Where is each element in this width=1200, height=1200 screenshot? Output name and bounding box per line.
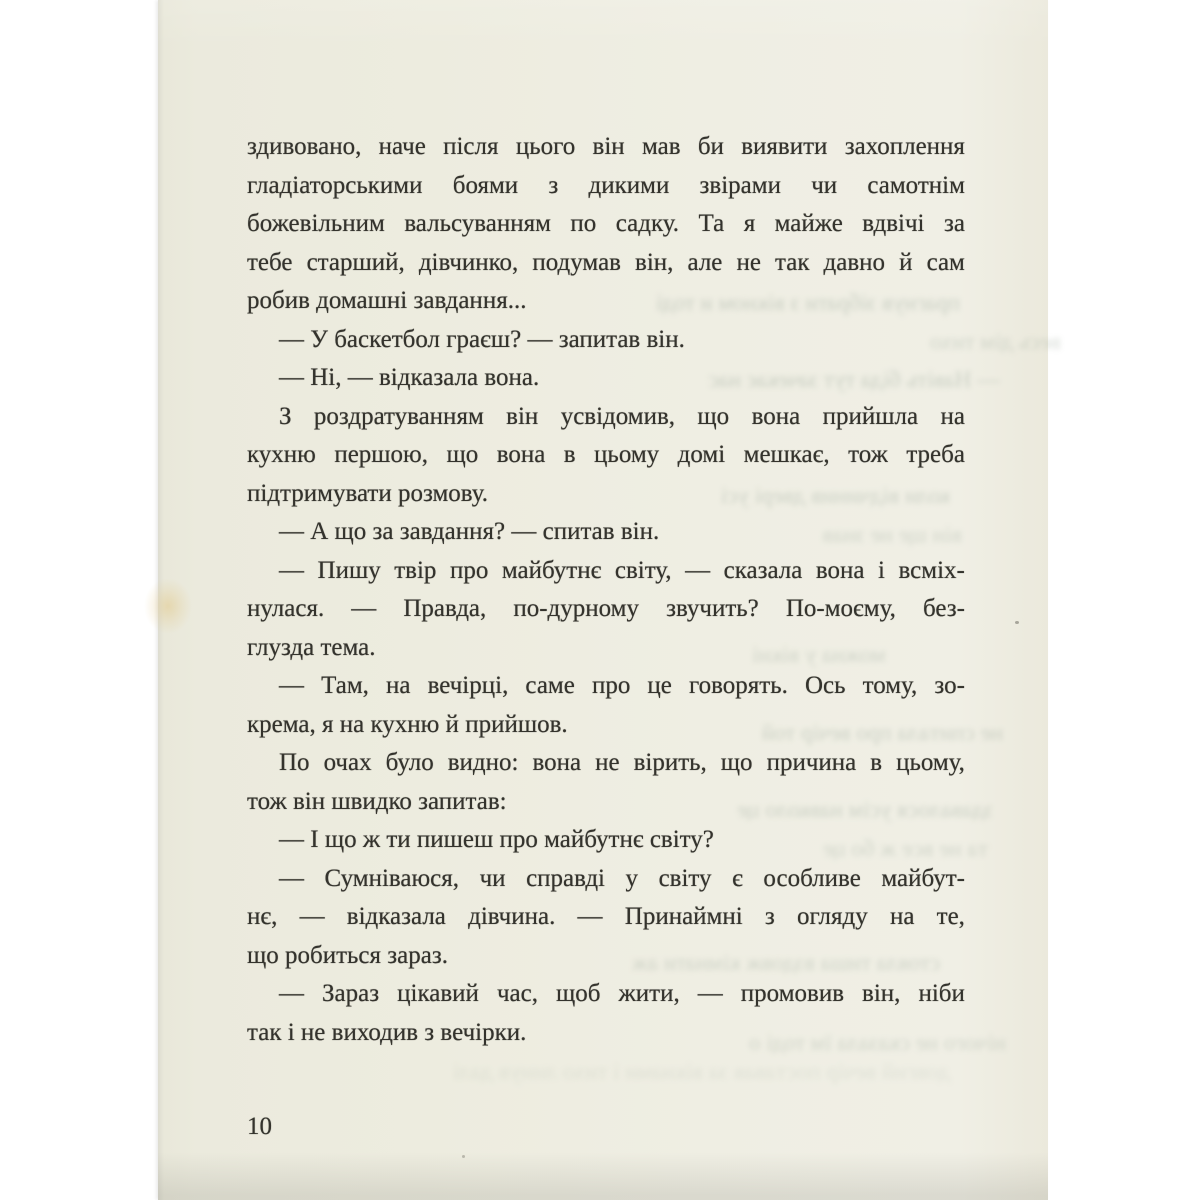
page-number: 10 (247, 1113, 272, 1140)
bleedthrough-text: не спитала про вечір той (761, 720, 1003, 745)
paragraph (247, 552, 965, 668)
paragraph (247, 744, 965, 821)
text-line: — Там, на вечірці, саме про це говорять. Ось тому, зо- (279, 672, 965, 699)
text-line: З роздратуванням він усвідомив, що вона прийшла на (279, 402, 965, 430)
text-line: тож він швидко запитав: (247, 787, 507, 815)
text-line: підтримувати розмову. (247, 479, 488, 507)
paragraph (247, 667, 965, 744)
text-line: крема, я на кухню й прийшов. (247, 710, 568, 738)
text-line: — Сумніваюся, чи справді у світу є особливе майбут- (279, 864, 965, 892)
bleedthrough-text: стояла тиша вздовж кімнати аж (632, 950, 940, 975)
text-block (247, 128, 965, 1052)
text-line: — Пишу твір про майбутнє світу, — сказала вона і всміх- (279, 556, 965, 584)
bleedthrough-text: коли відчинив двері усі (720, 483, 950, 508)
text-line: божевільним вальсуванням по садку. Та я майже вдвічі за (247, 210, 965, 237)
text-line: — Зараз цікавий час, щоб жити, — промовив він, ніби (279, 980, 965, 1007)
text-line: нулася. — Правда, по-дурному звучить? По-моєму, без- (247, 595, 965, 622)
bleedthrough-text: весь дім тихо (930, 329, 1061, 354)
bleedthrough-text: він ще не знав (822, 522, 962, 547)
paper-stain (144, 578, 192, 634)
text-line: — А що за завдання? — спитав він. (279, 518, 660, 545)
paper-speck (1015, 621, 1019, 624)
bleedthrough-text: нічого не сказала їм тоді о (749, 1030, 1006, 1055)
paragraph (247, 821, 965, 860)
paragraph (247, 359, 965, 398)
paper-speck (462, 1155, 465, 1158)
text-line: нє, — відказала дівчина. — Принаймні з огляду на те, (247, 903, 965, 930)
bleedthrough-text: можна у вікні (751, 642, 886, 667)
text-line: тебе старший, дівчинко, подумав він, але не так давно й сам (247, 248, 965, 276)
text-line: кухню першою, що вона в цьому домі мешкає, тож треба (247, 441, 965, 468)
text-line: глузда тема. (247, 633, 376, 661)
bleedthrough-text: здавалося усім навколо це (737, 797, 993, 822)
paragraph (247, 975, 965, 1052)
text-line: здивовано, наче після цього він мав би виявити захоплення (247, 133, 965, 160)
bleedthrough-text: довгий вечір поставав за вікнами і тихо линув далі (452, 1059, 950, 1084)
bleedthrough-text: прагнув зібрати з вікном и тоді (656, 290, 960, 315)
paragraph (247, 513, 965, 552)
text-line: — У баскетбол граєш? — запитав він. (279, 325, 685, 353)
bleedthrough-text: та не все ж бо це (823, 836, 988, 861)
paragraph (247, 321, 965, 360)
paragraph (247, 860, 965, 976)
text-line: По очах було видно: вона не вірить, що причина в цьому, (279, 749, 965, 776)
bleedthrough-text: — Навіть біда тут зачекає нас (708, 367, 1000, 392)
text-line: так і не виходив з вечірки. (247, 1018, 527, 1046)
paragraph (247, 398, 965, 514)
paragraph (247, 128, 965, 321)
text-line: — Ні, — відказала вона. (279, 364, 540, 391)
book-page (158, 0, 1061, 1200)
text-line: гладіаторськими боями з дикими звірами чи самотнім (247, 171, 965, 199)
text-line: робив домашні завдання... (247, 287, 527, 314)
text-line: що робиться зараз. (247, 941, 448, 969)
text-line: — І що ж ти пишеш про майбутнє світу? (279, 826, 714, 853)
